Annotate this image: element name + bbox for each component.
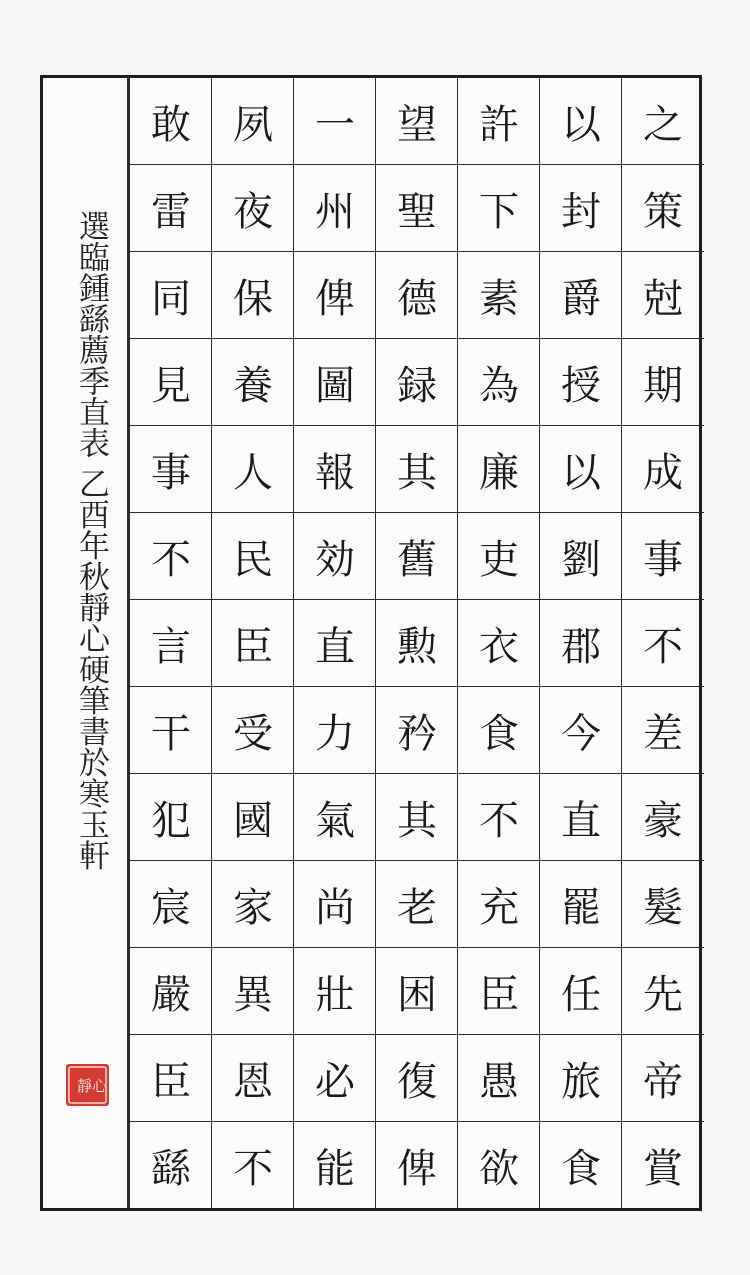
grid-cell: 之 xyxy=(622,78,704,165)
grid-cell: 受 xyxy=(212,687,294,774)
grid-cell: 俾 xyxy=(397,1146,437,1192)
grid-cell: 以 xyxy=(540,78,622,165)
grid-cell: 繇 xyxy=(151,1146,191,1192)
grid-cell: 策 xyxy=(622,165,704,252)
grid-cell: 德 xyxy=(376,252,458,339)
grid-column-7 xyxy=(129,78,211,1208)
grid-cell: 劉 xyxy=(540,513,622,600)
grid-cell: 矜 xyxy=(376,687,458,774)
grid-cell: 罷 xyxy=(540,861,622,948)
grid-cell: 欲 xyxy=(479,1146,519,1192)
grid-cell: 恩 xyxy=(212,1035,294,1122)
grid-cell: 尅 xyxy=(622,252,704,339)
grid-cell: 食 xyxy=(458,687,540,774)
grid-cell: 先 xyxy=(622,948,704,1035)
grid-cell: 力 xyxy=(294,687,376,774)
grid-cell: 復 xyxy=(376,1035,458,1122)
grid-cell: 尚 xyxy=(294,861,376,948)
grid-cell: 事 xyxy=(622,513,704,600)
grid-cell: 其 xyxy=(376,774,458,861)
grid-cell: 同 xyxy=(130,252,212,339)
grid-cell: 臣 xyxy=(212,600,294,687)
grid-cell: 見 xyxy=(130,339,212,426)
grid-cell: 夜 xyxy=(212,165,294,252)
grid-cell: 家 xyxy=(212,861,294,948)
grid-cell: 直 xyxy=(540,774,622,861)
grid-cell: 壯 xyxy=(294,948,376,1035)
grid-cell: 一 xyxy=(294,78,376,165)
grid-cell: 其 xyxy=(376,426,458,513)
grid-cell: 嚴 xyxy=(130,948,212,1035)
grid-cell: 愚 xyxy=(458,1035,540,1122)
grid-cell: 不 xyxy=(622,600,704,687)
grid-cell: 不 xyxy=(130,513,212,600)
grid-column-2 xyxy=(539,78,621,1208)
grid-column-3 xyxy=(457,78,539,1208)
grid-cell: 下 xyxy=(458,165,540,252)
grid-column-4 xyxy=(375,78,457,1208)
grid-cell: 望 xyxy=(376,78,458,165)
grid-cell: 豪 xyxy=(622,774,704,861)
grid-cell: 任 xyxy=(540,948,622,1035)
seal-char-2: 心 xyxy=(92,1077,108,1095)
character-grid xyxy=(127,78,702,1208)
grid-cell: 言 xyxy=(130,600,212,687)
grid-cell: 充 xyxy=(458,861,540,948)
grid-cell: 直 xyxy=(294,600,376,687)
grid-cell: 帝 xyxy=(622,1035,704,1122)
grid-cell: 犯 xyxy=(130,774,212,861)
grid-cell: 期 xyxy=(622,339,704,426)
grid-cell: 以 xyxy=(540,426,622,513)
grid-cell: 老 xyxy=(376,861,458,948)
inscription-text: 選臨鍾繇薦季直表 乙酉年秋靜心硬筆書於寒玉軒 xyxy=(73,210,109,871)
grid-cell: 勲 xyxy=(376,600,458,687)
grid-cell: 為 xyxy=(458,339,540,426)
grid-column-5 xyxy=(293,78,375,1208)
grid-cell: 困 xyxy=(376,948,458,1035)
grid-cell: 聖 xyxy=(376,165,458,252)
grid-cell: 髮 xyxy=(622,861,704,948)
grid-cell: 差 xyxy=(622,687,704,774)
grid-cell: 國 xyxy=(212,774,294,861)
grid-cell: 食 xyxy=(561,1146,601,1192)
grid-cell: 賞 xyxy=(643,1146,683,1192)
grid-cell: 郡 xyxy=(540,600,622,687)
grid-cell: 効 xyxy=(294,513,376,600)
seal-char-1: 靜 xyxy=(77,1077,93,1095)
grid-cell: 報 xyxy=(294,426,376,513)
calligraphy-frame xyxy=(40,75,702,1211)
grid-column-1 xyxy=(621,78,703,1208)
grid-cell: 臣 xyxy=(130,1035,212,1122)
red-seal-stamp xyxy=(65,1063,110,1107)
grid-cell: 人 xyxy=(212,426,294,513)
grid-cell: 封 xyxy=(540,165,622,252)
grid-cell: 成 xyxy=(622,426,704,513)
grid-cell: 授 xyxy=(540,339,622,426)
grid-cell: 雷 xyxy=(130,165,212,252)
grid-cell: 舊 xyxy=(376,513,458,600)
grid-cell: 民 xyxy=(212,513,294,600)
grid-cell: 保 xyxy=(212,252,294,339)
grid-cell: 敢 xyxy=(130,78,212,165)
grid-cell: 養 xyxy=(212,339,294,426)
grid-cell: 能 xyxy=(315,1146,355,1192)
grid-cell: 録 xyxy=(376,339,458,426)
grid-cell: 不 xyxy=(458,774,540,861)
grid-cell: 臣 xyxy=(458,948,540,1035)
grid-cell: 衣 xyxy=(458,600,540,687)
grid-cell: 許 xyxy=(458,78,540,165)
grid-column-6 xyxy=(211,78,293,1208)
grid-cell: 必 xyxy=(294,1035,376,1122)
grid-cell: 異 xyxy=(212,948,294,1035)
grid-cell: 干 xyxy=(130,687,212,774)
grid-cell: 宸 xyxy=(130,861,212,948)
grid-cell: 旅 xyxy=(540,1035,622,1122)
grid-cell: 廉 xyxy=(458,426,540,513)
grid-cell: 夙 xyxy=(212,78,294,165)
grid-cell: 氣 xyxy=(294,774,376,861)
grid-cell: 州 xyxy=(294,165,376,252)
grid-cell: 吏 xyxy=(458,513,540,600)
grid-cell: 圖 xyxy=(294,339,376,426)
grid-cell: 俾 xyxy=(294,252,376,339)
grid-cell: 素 xyxy=(458,252,540,339)
grid-cell: 今 xyxy=(540,687,622,774)
grid-cell: 爵 xyxy=(540,252,622,339)
grid-cell: 不 xyxy=(233,1146,273,1192)
grid-cell: 事 xyxy=(130,426,212,513)
